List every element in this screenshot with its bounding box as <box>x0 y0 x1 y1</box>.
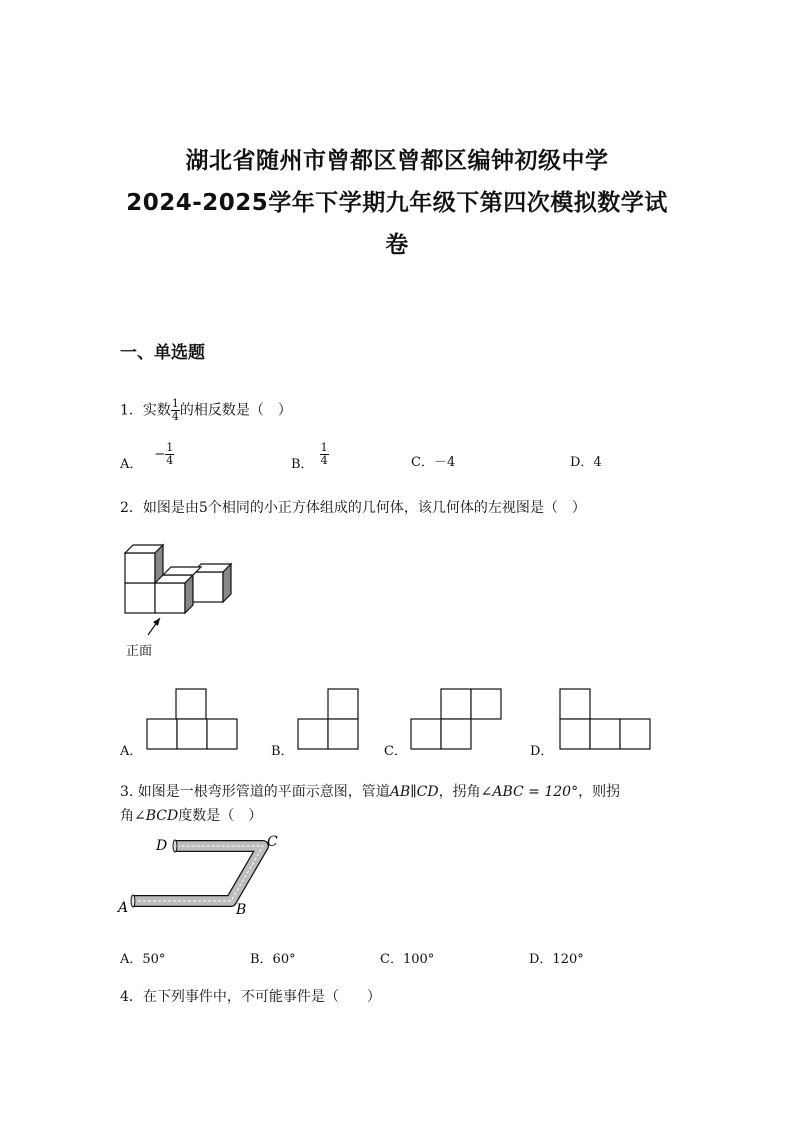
q3-pipe-figure <box>118 832 288 922</box>
q1-fraction: $\frac{1}{4}$ <box>171 397 179 423</box>
q2-option-b[interactable]: B． <box>271 744 294 759</box>
section-heading: 一、单选题 <box>120 343 205 363</box>
q2-cubes-figure <box>120 540 250 650</box>
q3-parallel-expr: AB∥CD <box>389 784 439 800</box>
q2-option-a-figure[interactable] <box>146 688 238 750</box>
q3-point-d: D <box>156 838 168 854</box>
q2-option-c[interactable]: C． <box>384 744 407 759</box>
page-title-line1: 湖北省随州市曾都区曾都区编钟初级中学 <box>185 148 609 174</box>
q1-option-a[interactable]: A．− $\frac{1}{4}$ <box>120 441 174 472</box>
q3-point-c: C <box>267 834 278 850</box>
q3-option-d[interactable]: D．120° <box>529 952 584 967</box>
q2-option-d[interactable]: D． <box>530 744 554 759</box>
q3-point-b: B <box>236 902 247 918</box>
page-title-line2: 2024-2025学年下学期九年级下第四次模拟数学试 <box>126 190 668 216</box>
q3-point-a: A <box>118 900 129 916</box>
q3-option-c[interactable]: C．100° <box>380 952 435 967</box>
q2-option-b-figure[interactable] <box>297 688 359 750</box>
q2-option-a[interactable]: A． <box>120 744 143 759</box>
front-arrow-head <box>153 618 160 626</box>
q1-option-d[interactable]: D．4 <box>570 455 602 470</box>
q3-angle-expr: ∠ABC = 120° <box>480 784 579 800</box>
q2-option-c-figure[interactable] <box>410 688 502 750</box>
q3-option-b[interactable]: B．60° <box>250 952 296 967</box>
question-3-line1: 3. 如图是一根弯形管道的平面示意图，管道AB∥CD，拐角∠ABC = 120°，则拐 <box>120 784 621 800</box>
q2-front-label: 正面 <box>126 644 153 659</box>
q3-angle2: ∠BCD <box>134 808 179 824</box>
q1-text-post: 的相反数是（ ） <box>179 402 292 419</box>
q2-option-d-figure[interactable] <box>559 688 651 750</box>
q1-text-pre: 1．实数 <box>120 402 171 419</box>
question-2: 2．如图是由5个相同的小正方体组成的几何体，该几何体的左视图是（ ） <box>120 500 586 516</box>
question-1 <box>120 398 292 423</box>
q3-option-a[interactable]: A．50° <box>120 952 166 967</box>
page-title-line3: 卷 <box>385 232 409 258</box>
q1-option-b[interactable]: B． $\frac{1}{4}$ <box>291 441 328 472</box>
question-4: 4．在下列事件中，不可能事件是（ ） <box>120 989 381 1005</box>
q1-option-c[interactable]: C．－4 <box>411 455 456 470</box>
question-3-line2: 角∠BCD度数是（ ） <box>120 808 263 824</box>
